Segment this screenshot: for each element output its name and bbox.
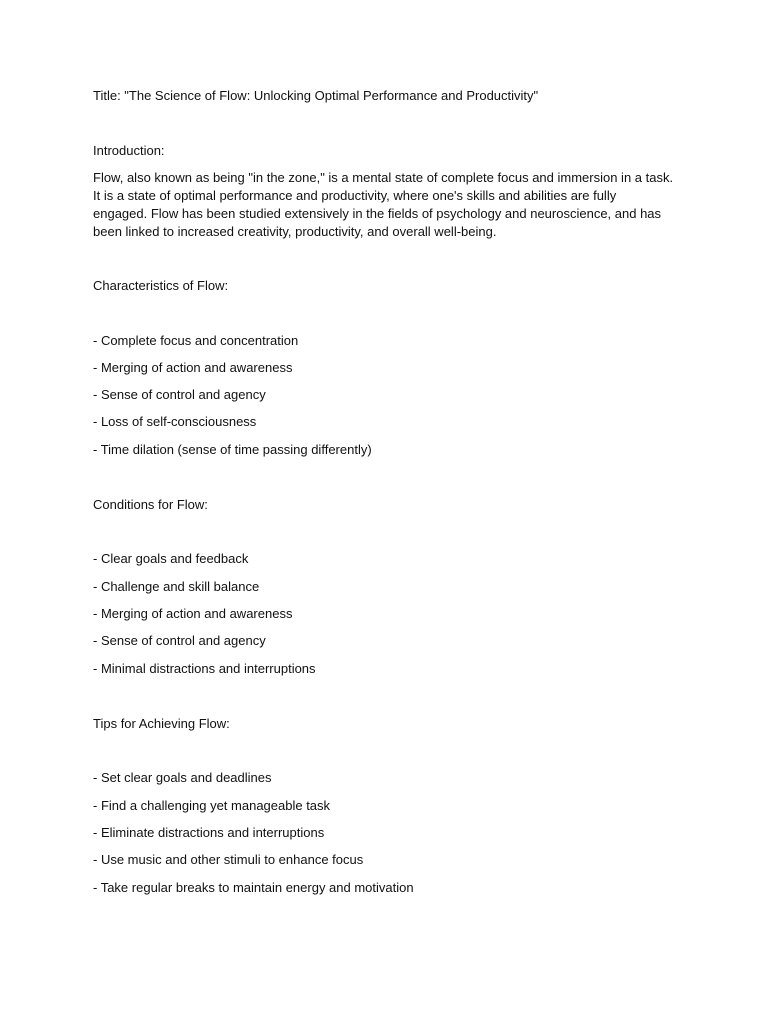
introduction-line: Flow, also known as being "in the zone," is a mental state of complete focus and immersion in a task. [93, 170, 674, 185]
list-item: - Minimal distractions and interruptions [93, 661, 316, 676]
introduction-line: engaged. Flow has been studied extensively in the fields of psychology and neuroscience, and has [93, 206, 662, 221]
list-item: - Challenge and skill balance [93, 579, 260, 594]
document-title: Title: "The Science of Flow: Unlocking Optimal Performance and Productivity" [93, 88, 539, 103]
conditions-heading: Conditions for Flow: [93, 497, 208, 512]
list-item: - Merging of action and awareness [93, 606, 293, 621]
introduction-heading: Introduction: [93, 143, 165, 158]
list-item: - Take regular breaks to maintain energy and motivation [93, 880, 414, 895]
list-item: - Loss of self-consciousness [93, 414, 257, 429]
tips-heading: Tips for Achieving Flow: [93, 716, 230, 731]
list-item: - Eliminate distractions and interruptions [93, 825, 325, 840]
list-item: - Set clear goals and deadlines [93, 770, 272, 785]
list-item: - Sense of control and agency [93, 387, 266, 402]
list-item: - Merging of action and awareness [93, 360, 293, 375]
list-item: - Sense of control and agency [93, 633, 266, 648]
list-item: - Complete focus and concentration [93, 333, 299, 348]
list-item: - Clear goals and feedback [93, 551, 249, 566]
list-item: - Time dilation (sense of time passing differently) [93, 442, 372, 457]
introduction-line: been linked to increased creativity, productivity, and overall well-being. [93, 224, 497, 239]
characteristics-heading: Characteristics of Flow: [93, 278, 229, 293]
introduction-paragraph [93, 169, 683, 241]
list-item: - Find a challenging yet manageable task [93, 798, 331, 813]
introduction-line: It is a state of optimal performance and productivity, where one's skills and abilities are fully [93, 188, 617, 203]
list-item: - Use music and other stimuli to enhance focus [93, 852, 364, 867]
